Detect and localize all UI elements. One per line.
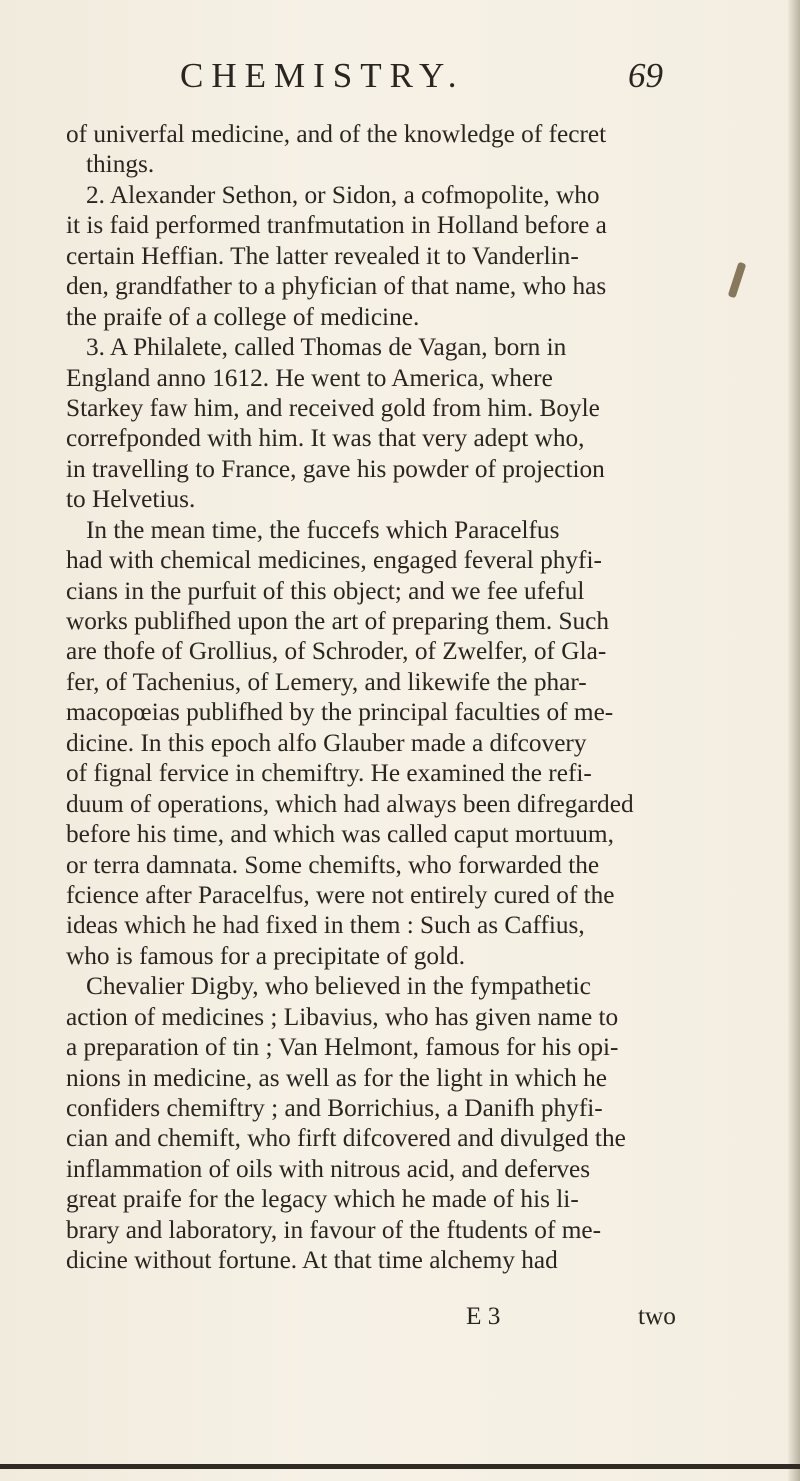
ink-stain	[728, 262, 747, 299]
text-line: had with chemical medicines, engaged feveral phyfi-	[66, 546, 602, 575]
text-line: certain Heffian. The latter revealed it to Vanderlin-	[66, 241, 579, 270]
text-line: action of medicines ; Libavius, who has given name to	[66, 1002, 619, 1031]
text-line: or terra damnata. Some chemifts, who forwarded the	[66, 850, 600, 879]
text-line: confiders chemiftry ; and Borrichius, a Danifh phyfi-	[66, 1094, 603, 1122]
text-line: works publifhed upon the art of preparing them. Such	[66, 607, 610, 635]
text-line: in travelling to France, gave his powder of projection	[66, 454, 605, 483]
catchword: two	[638, 1302, 676, 1330]
text-line: 2. Alexander Sethon, or Sidon, a cofmopolite, who	[86, 180, 600, 209]
text-line: to Helvetius.	[66, 485, 196, 514]
text-line: it is faid performed tranfmutation in Holland before a	[66, 211, 607, 240]
text-line: cians in the purfuit of this object; and we fee ufeful	[66, 576, 585, 605]
catch-line	[66, 1302, 706, 1333]
text-line: nions in medicine, as well as for the light in which he	[66, 1063, 607, 1092]
text-line: a preparation of tin ; Van Helmont, famous for his opi-	[66, 1033, 619, 1062]
text-line: ideas which he had fixed in them : Such as Caffius,	[66, 911, 585, 940]
text-line: fcience after Paracelfus, were not entirely cured of the	[66, 880, 615, 909]
text-line: fer, of Tachenius, of Lemery, and likewife the phar-	[66, 667, 587, 696]
body-text	[66, 119, 706, 1276]
text-line: are thofe of Grollius, of Schroder, of Zwelfer, of Gla-	[66, 637, 607, 666]
text-line: things.	[86, 150, 155, 179]
text-line: dicine without fortune. At that time alchemy had	[66, 1246, 558, 1275]
text-line: brary and laboratory, in favour of the ftudents of me-	[66, 1215, 602, 1244]
text-line: of univerfal medicine, and of the knowledge of fecret	[66, 120, 607, 148]
text-line: inflammation of oils with nitrous acid, and deferves	[66, 1154, 591, 1183]
text-line: the praife of a college of medicine.	[66, 302, 420, 331]
page-edge	[788, 0, 800, 1481]
signature-mark: E 3	[466, 1302, 501, 1330]
bottom-rule	[0, 1464, 800, 1469]
text-line: duum of operations, which had always been difregarded	[66, 789, 634, 818]
text-line: dicine. In this epoch alfo Glauber made a difcovery	[66, 728, 587, 757]
text-line: before his time, and which was called caput mortuum,	[66, 820, 614, 849]
text-line: who is famous for a precipitate of gold.	[66, 941, 466, 970]
text-line: 3. A Philalete, called Thomas de Vagan, born in	[86, 333, 567, 362]
text-line: Chevalier Digby, who believed in the fympathetic	[86, 972, 591, 1001]
text-line: great praife for the legacy which he made of his li-	[66, 1185, 579, 1214]
text-line: England anno 1612. He went to America, where	[66, 363, 553, 392]
running-title: CHEMISTRY.	[180, 56, 465, 95]
text-line: macopœias publifhed by the principal faculties of me-	[66, 698, 614, 727]
text-line: correfponded with him. It was that very adept who,	[66, 424, 585, 453]
text-line: den, grandfather to a phyfician of that name, who has	[66, 272, 607, 301]
text-line: of fignal fervice in chemiftry. He examined the refi-	[66, 759, 592, 788]
text-line: In the mean time, the fuccefs which Paracelfus	[86, 515, 560, 544]
text-line: Starkey faw him, and received gold from him. Boyle	[66, 393, 600, 422]
text-line: cian and chemift, who firft difcovered and divulged the	[66, 1124, 626, 1153]
page-number: 69	[628, 56, 663, 95]
